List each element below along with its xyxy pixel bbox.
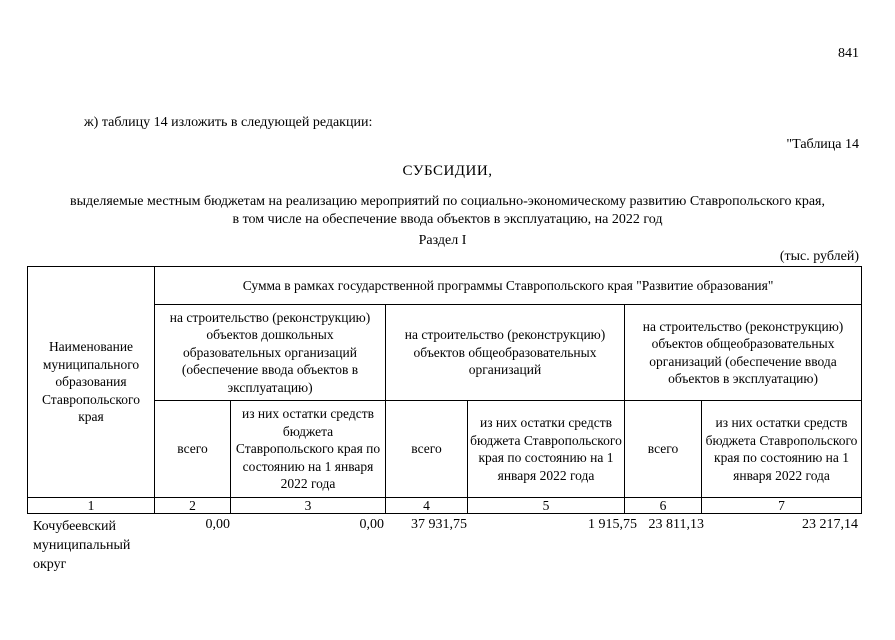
row-value-total-general-commissioning: 23 811,13 [648, 517, 704, 532]
row-value-remainder-general: 1 915,75 [588, 517, 637, 532]
row-municipality-name: Кочубеевский муниципальный округ [33, 519, 131, 572]
header-remainder: из них остатки средств бюджета Ставропольского края по состоянию на 1 января 2022 года [702, 401, 862, 498]
header-total: всего [386, 401, 468, 498]
intro-text: ж) таблицу 14 изложить в следующей редакции: [84, 115, 373, 130]
column-number: 6 [625, 498, 702, 514]
header-group-general: на строительство (реконструкцию) объектов общеобразовательных организаций [386, 305, 625, 401]
header-remainder: из них остатки средств бюджета Ставропольского края по состоянию на 1 января 2022 года [231, 401, 386, 498]
header-group-preschool: на строительство (реконструкцию) объектов дошкольных образовательных организаций (обеспечение ввода объектов в эксплуатацию) [155, 305, 386, 401]
header-municipality: Наименование муниципального образования Ставропольского края [28, 267, 155, 498]
row-value-total-general: 37 931,75 [411, 517, 467, 532]
subtitle-line-1: выделяемые местным бюджетам на реализацию мероприятий по социально-экономическому развитию Ставропольского края, [70, 194, 825, 209]
column-number: 7 [702, 498, 862, 514]
document-subtitle [0, 193, 895, 229]
header-total: всего [625, 401, 702, 498]
subtitle-line-2: в том числе на обеспечение ввода объектов в эксплуатацию, на 2022 год [232, 212, 663, 227]
section-label: Раздел I [418, 233, 467, 248]
header-remainder: из них остатки средств бюджета Ставропольского края по состоянию на 1 января 2022 года [468, 401, 625, 498]
header-total: всего [155, 401, 231, 498]
column-number: 1 [28, 498, 155, 514]
column-number: 2 [155, 498, 231, 514]
units-label: (тыс. рублей) [779, 249, 859, 264]
header-program: Сумма в рамках государственной программы Ставропольского края "Развитие образования" [155, 267, 862, 305]
row-value-remainder-preschool: 0,00 [359, 517, 384, 532]
column-number: 5 [468, 498, 625, 514]
subsidy-table [27, 266, 862, 514]
column-number: 4 [386, 498, 468, 514]
column-number: 3 [231, 498, 386, 514]
header-group-general-commissioning: на строительство (реконструкцию) объектов общеобразовательных организаций (обеспечение ввода объектов в эксплуатацию) [625, 305, 862, 401]
page-number: 841 [838, 46, 859, 61]
document-title: СУБСИДИИ, [402, 163, 493, 179]
row-value-remainder-general-commissioning: 23 217,14 [802, 517, 858, 532]
table-reference: "Таблица 14 [786, 137, 859, 152]
row-value-total-preschool: 0,00 [205, 517, 230, 532]
